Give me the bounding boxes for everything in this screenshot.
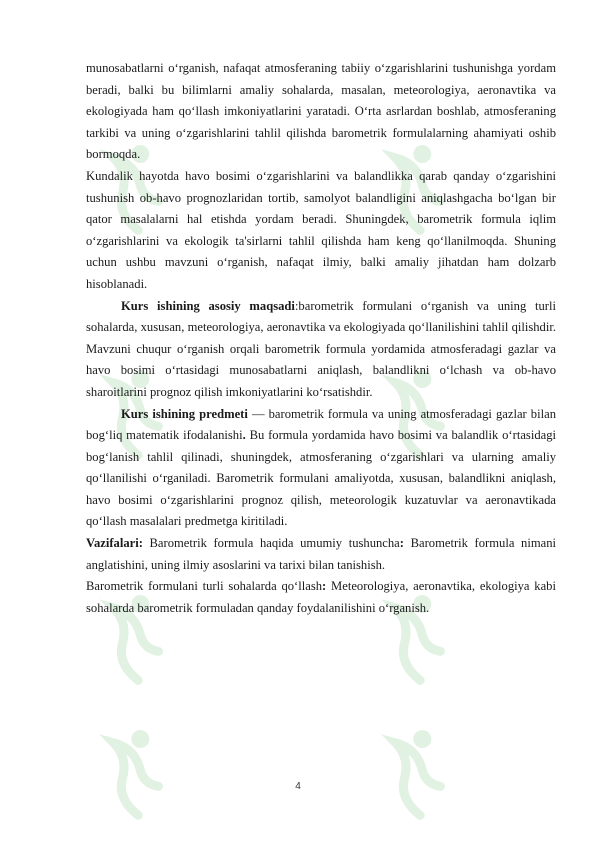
subject-label: Kurs ishining predmeti (121, 406, 248, 421)
tasks-text-continued: Barometrik formula nimani anglatishini, uning ilmiy asoslarini va tarixi bilan tanishish. (86, 536, 556, 572)
body-text (86, 58, 556, 619)
subject-period: . (242, 428, 246, 443)
tasks-label: Vazifalari: (86, 536, 143, 551)
paragraph-main-goal (86, 296, 556, 404)
paragraph-continuation: munosabatlarni o‘rganish, nafaqat atmosferaning tabiiy o‘zgarishlarini tushunishga yordam beradi, balki bu bilimlarni amaliy sohalarda, masalan, meteorologiya, aeronavtika va ekologiyada ham qo‘llash imkoniyatlarini yaratadi. O‘rta asrlardan boshlab, atmosferaning tarkibi va uning o‘zgarishlarini tahlil qilishda barometrik formulalarning ahamiyati oshib bormoqda. (86, 61, 556, 162)
page-number: 4 (295, 781, 301, 792)
main-goal-label: Kurs ishining asosiy maqsadi (121, 298, 295, 313)
tasks-colon: : (399, 536, 404, 551)
paragraph-tasks (86, 533, 556, 576)
subject-text: — barometrik formula va uning atmosferadagi gazlar bilan bog‘liq matematik ifodalanishi (86, 406, 556, 443)
paragraph-subject (86, 404, 556, 534)
watermark-logo-icon (370, 715, 470, 835)
applications-colon: : (322, 579, 327, 594)
applications-text-continued: Meteorologiya, aeronavtika, ekologiya kabi sohalarda barometrik formuladan qanday foydalanilishini o‘rganish. (86, 579, 556, 615)
tasks-text: Barometrik formula haqida umumiy tushuncha (142, 536, 400, 551)
main-goal-text: :barometrik formulani o‘rganish va uning turli sohalarda, xususan, meteorologiya, aeronavtika va ekologiyada qo‘llanilishini tahlil qilishdir. Mavzuni chuqur o‘rganish orqali barometrik formula yordamida atmosferadagi gazlar va havo bosimi o‘rtasidagi munosabatlarni aniqlash, balandlikni o‘lchash va ob-havo sharoitlarini prognoz qilish imkoniyatlarini ko‘rsatishdir. (86, 298, 556, 399)
subject-text-continued: Bu formula yordamida havo bosimi va balandlik o‘rtasidagi bog‘lanish tahlil qilinadi, shuningdek, atmosferaning o‘zgarishlari va ularning amaliy qo‘llanilishi o‘rganiladi. Barometrik formulani amaliyotda, xususan, balandlikni aniqlash, havo bosimi o‘zgarishlarini prognoz qilish, meteorologik kuzatuvlar va aeronavtikada qo‘llash masalalari predmetga kiritiladi. (86, 428, 556, 529)
watermark-logo-icon (88, 715, 188, 835)
paragraph-applications (86, 576, 556, 619)
paragraph-daily-life: Kundalik hayotda havo bosimi o‘zgarishlarini va balandlikka qarab qanday o‘zgarishini tushunish ob-havo prognozlaridan tortib, samolyot balandligini aniqlashgacha bo‘lgan bir qator masalalarni hal etishda yordam beradi. Shuningdek, barometrik formula iqlim o‘zgarishlarini va ekologik ta'sirlarni tahlil qilishda ham keng qo‘llanilmoqda. Shuning uchun ushbu mavzuni o‘rganish, nafaqat ilmiy, balki amaliy jihatdan ham dolzarb hisoblanadi. (86, 168, 556, 291)
applications-text: Barometrik formulani turli sohalarda qo‘llash (86, 579, 323, 594)
